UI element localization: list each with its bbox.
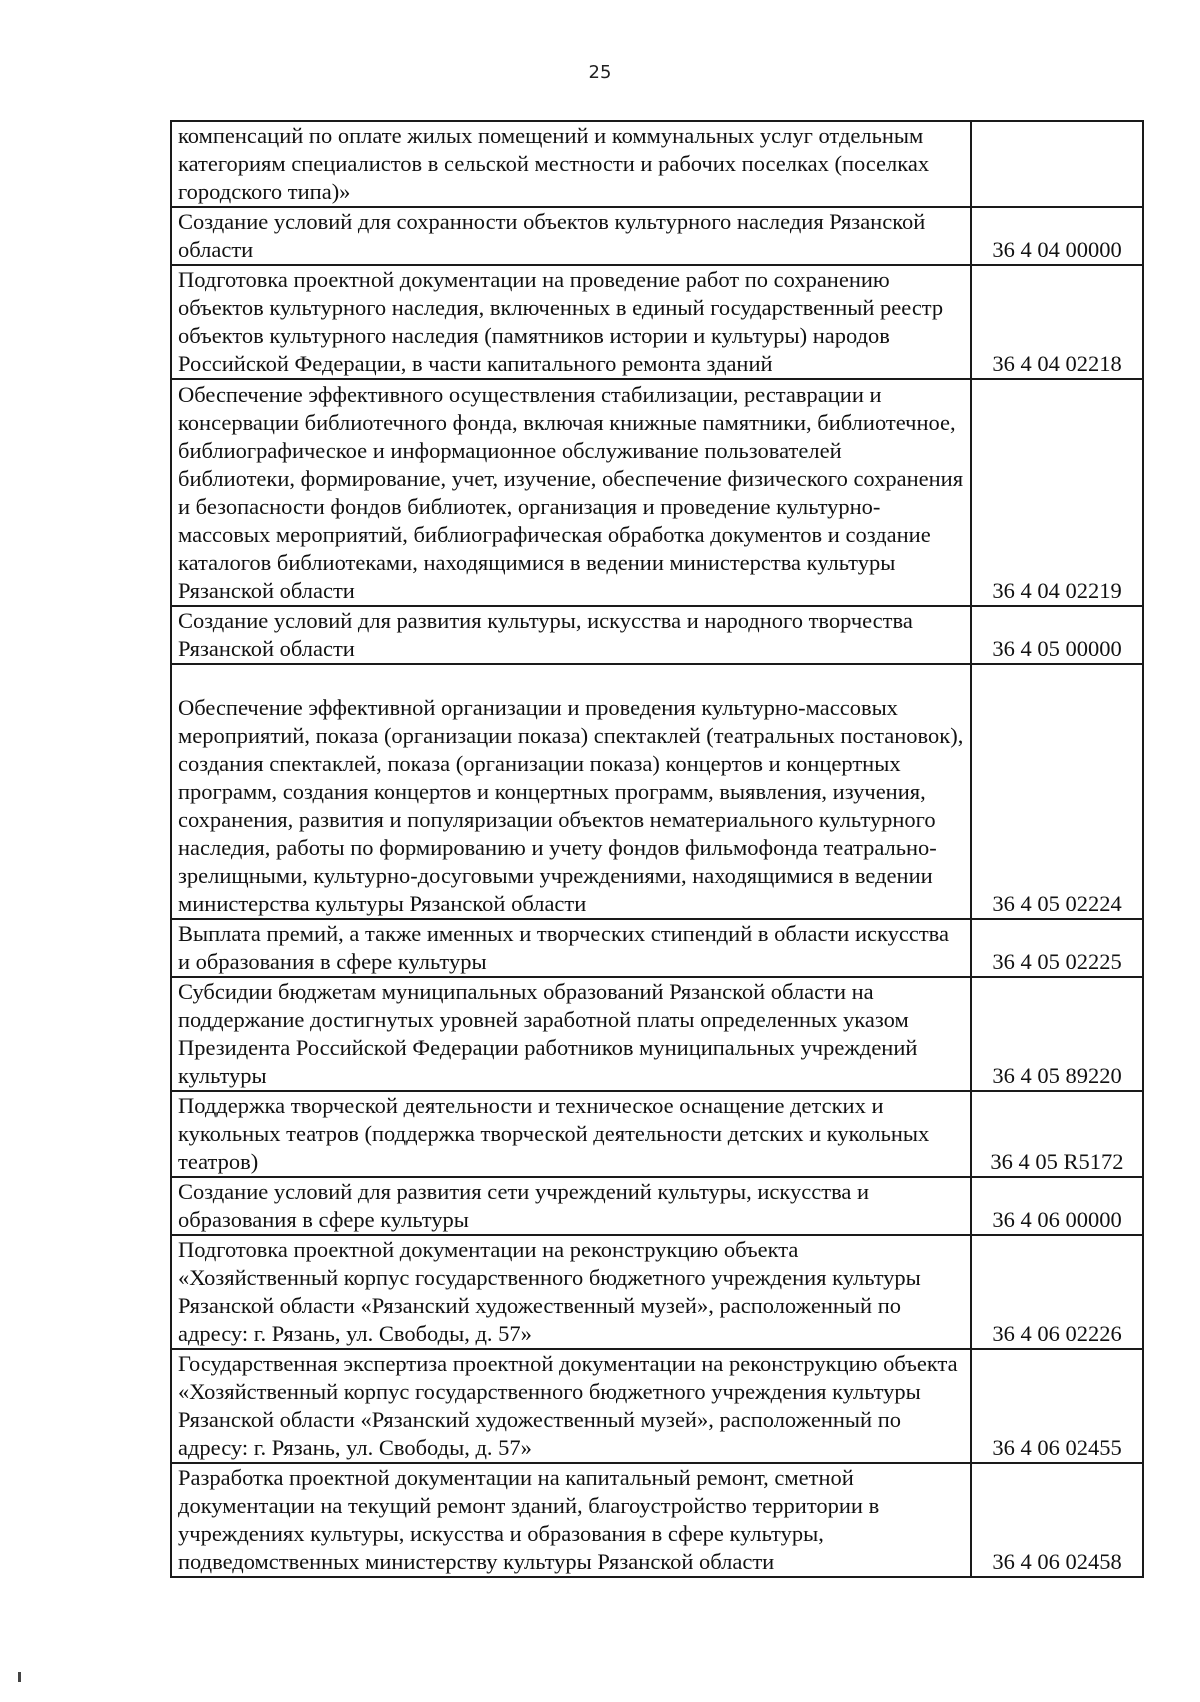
row-name-cell: Разработка проектной документации на капитальный ремонт, сметной документации на текущий ремонт зданий, благоустройство территории в учреждениях культуры, искусства и образования в сфере культуры, подведомственных министерству культуры Рязанской области (171, 1463, 971, 1577)
row-name-cell: Подготовка проектной документации на реконструкцию объекта «Хозяйственный корпус государственного бюджетного учреждения культуры Рязанской области «Рязанский художественный музей», расположенный по адресу: г. Рязань, ул. Свободы, д. 57» (171, 1235, 971, 1349)
table-row (171, 207, 1143, 265)
row-code-cell: 36 4 06 02226 (971, 1235, 1143, 1349)
row-name-cell: Государственная экспертиза проектной документации на реконструкцию объекта «Хозяйственный корпус государственного бюджетного учреждения культуры Рязанской области «Рязанский художественный музей», расположенный по адресу: г. Рязань, ул. Свободы, д. 57» (171, 1349, 971, 1463)
page-number: 25 (588, 62, 612, 83)
row-code-cell: 36 4 06 02458 (971, 1463, 1143, 1577)
row-name-cell: Создание условий для развития сети учреждений культуры, искусства и образования в сфере культуры (171, 1177, 971, 1235)
row-name-cell: компенсаций по оплате жилых помещений и коммунальных услуг отдельным категориям специалистов в сельской местности и рабочих поселках (поселках городского типа)» (171, 121, 971, 207)
row-code-cell: 36 4 04 02219 (971, 379, 1143, 606)
row-code-cell: 36 4 06 02455 (971, 1349, 1143, 1463)
table-row (171, 265, 1143, 379)
row-name-cell: Подготовка проектной документации на проведение работ по сохранению объектов культурного наследия, включенных в единый государственный реестр объектов культурного наследия (памятников истории и культуры) народов Российской Федерации, в части капитального ремонта зданий (171, 265, 971, 379)
table-row (171, 1349, 1143, 1463)
row-code-cell: 36 4 05 00000 (971, 606, 1143, 664)
row-code-cell: 36 4 05 02225 (971, 919, 1143, 977)
row-code-cell (971, 121, 1143, 207)
row-code-cell: 36 4 05 89220 (971, 977, 1143, 1091)
scan-margin-mark (18, 1672, 21, 1682)
row-code-cell: 36 4 04 00000 (971, 207, 1143, 265)
table-row (171, 121, 1143, 207)
table-row (171, 1177, 1143, 1235)
row-name-cell: Поддержка творческой деятельности и техническое оснащение детских и кукольных театров (поддержка творческой деятельности детских и кукольных театров) (171, 1091, 971, 1177)
table-row (171, 977, 1143, 1091)
table-row (171, 606, 1143, 664)
table-row (171, 1235, 1143, 1349)
row-code-cell: 36 4 06 00000 (971, 1177, 1143, 1235)
table-row (171, 379, 1143, 606)
row-name-cell: Обеспечение эффективной организации и проведения культурно-массовых мероприятий, показа (организации показа) спектаклей (театральных постановок), создания спектаклей, показа (организации показа) концертов и концертных программ, создания концертов и концертных программ, выявления, изучения, сохранения, развития и популяризации объектов нематериального культурного наследия, работы по формированию и учету фондов фильмофонда театрально-зрелищными, культурно-досуговыми учреждениями, находящимися в ведении министерства культуры Рязанской области (171, 664, 971, 919)
row-code-cell: 36 4 05 02224 (971, 664, 1143, 919)
row-code-cell: 36 4 04 02218 (971, 265, 1143, 379)
table-row (171, 1091, 1143, 1177)
table-row (171, 664, 1143, 919)
row-name-cell: Создание условий для развития культуры, искусства и народного творчества Рязанской области (171, 606, 971, 664)
row-name-cell: Создание условий для сохранности объектов культурного наследия Рязанской области (171, 207, 971, 265)
budget-classification-table (170, 120, 1144, 1578)
table-row (171, 1463, 1143, 1577)
table-row (171, 919, 1143, 977)
row-name-cell: Выплата премий, а также именных и творческих стипендий в области искусства и образования в сфере культуры (171, 919, 971, 977)
row-code-cell: 36 4 05 R5172 (971, 1091, 1143, 1177)
row-name-cell: Субсидии бюджетам муниципальных образований Рязанской области на поддержание достигнутых уровней заработной платы определенных указом Президента Российской Федерации работников муниципальных учреждений культуры (171, 977, 971, 1091)
row-name-cell: Обеспечение эффективного осуществления стабилизации, реставрации и консервации библиотечного фонда, включая книжные памятники, библиотечное, библиографическое и информационное обслуживание пользователей библиотеки, формирование, учет, изучение, обеспечение физического сохранения и безопасности фондов библиотек, организация и проведение культурно-массовых мероприятий, библиографическая обработка документов и создание каталогов библиотеками, находящимися в ведении министерства культуры Рязанской области (171, 379, 971, 606)
